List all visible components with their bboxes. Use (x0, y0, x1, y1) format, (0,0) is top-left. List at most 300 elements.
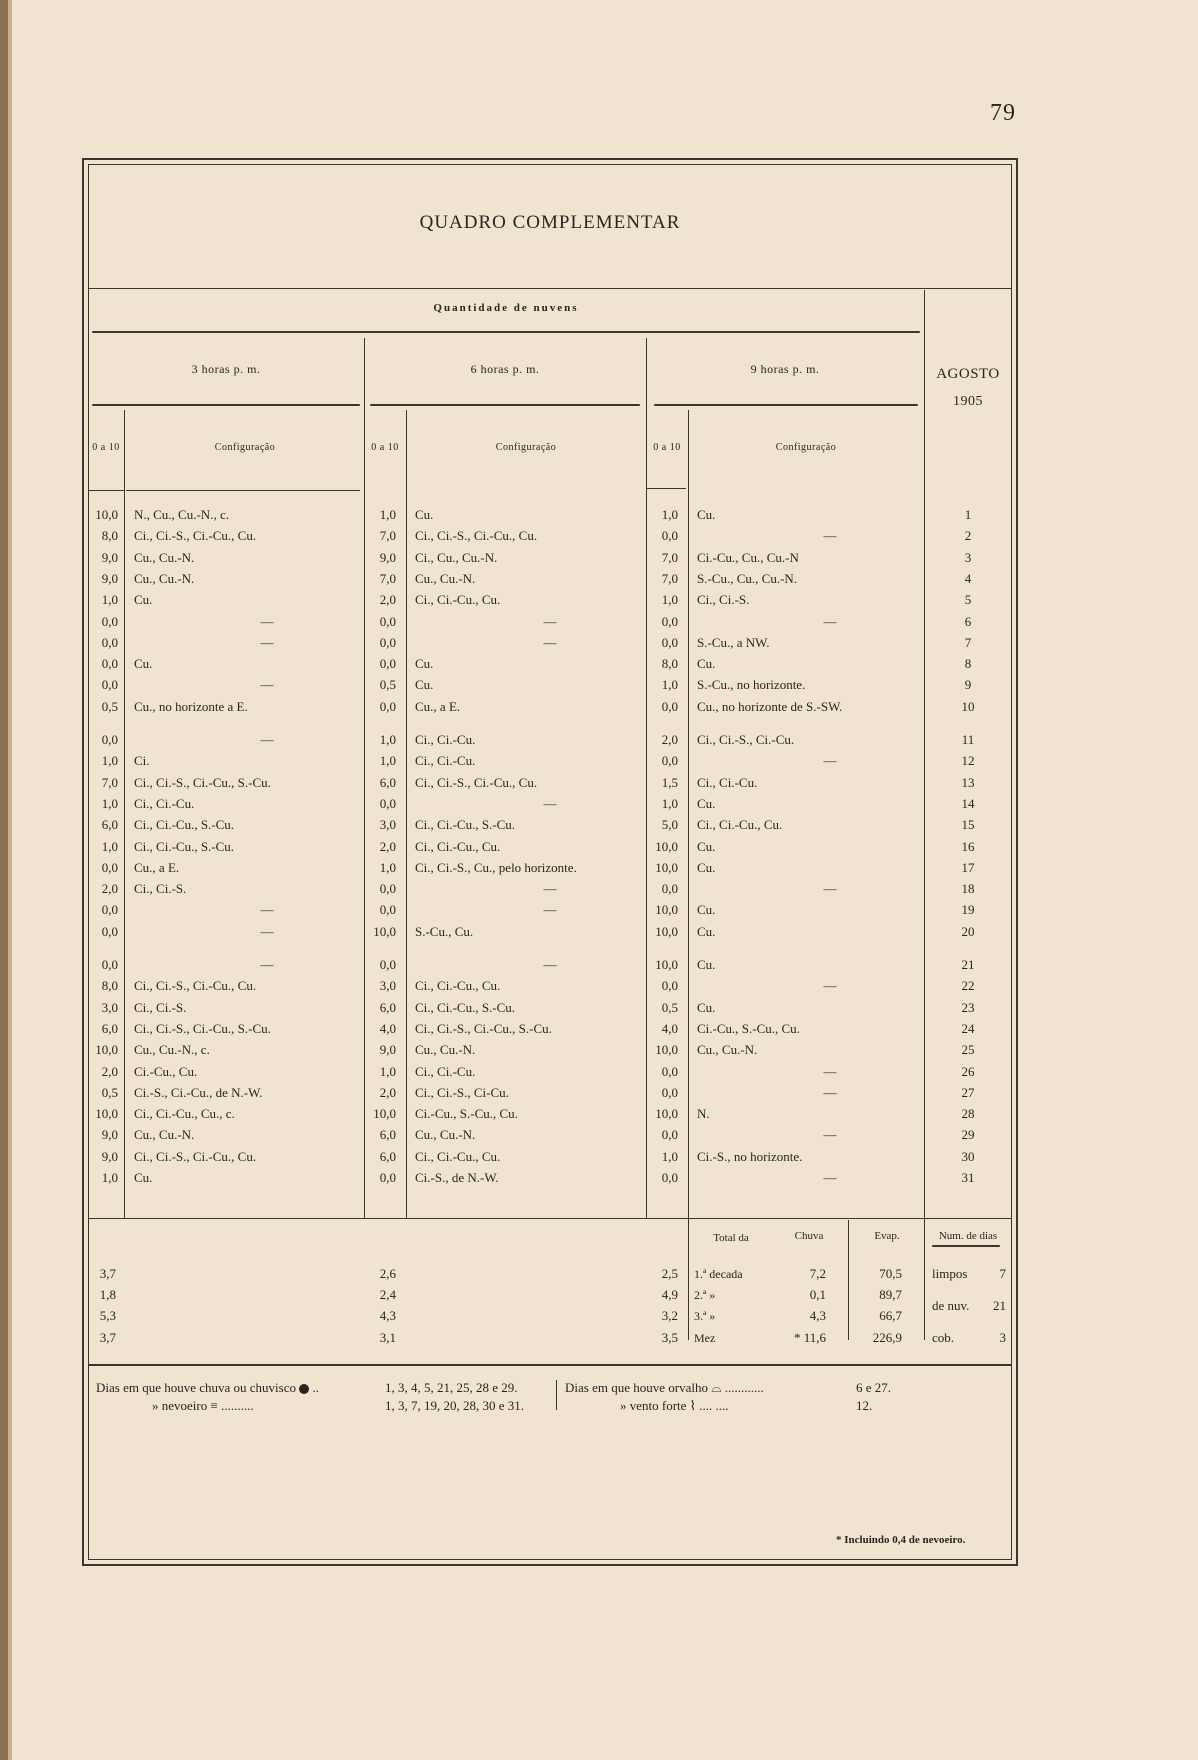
brace-3pm (92, 404, 360, 406)
summary-9pm-value: 3,5 (661, 1330, 678, 1345)
cell-6pm-amount: 0,0 (379, 1170, 396, 1185)
group-brace (92, 331, 920, 333)
cell-6pm-amount: 0,0 (379, 902, 396, 918)
colhead-rule-c (646, 488, 686, 489)
cell-day: 6 (964, 613, 972, 629)
cell-6pm-config: Ci., Ci.-S., Ci.-Cu., Cu. (415, 528, 538, 544)
month-label: AGOSTO (936, 366, 1000, 382)
cell-day: 5 (964, 592, 972, 608)
cell-day: 22 (961, 978, 975, 994)
rain-icon (299, 1384, 309, 1394)
cell-3pm-config: Cu., Cu.-N., c. (134, 1042, 210, 1058)
cell-6pm-amount: 7,0 (379, 570, 396, 586)
dias-label: de nuv. (932, 1298, 970, 1313)
note-chuva-days: 1, 3, 4, 5, 21, 25, 28 e 29. (385, 1380, 518, 1395)
cell-6pm-config: Cu., Cu.-N. (415, 570, 476, 586)
cell-3pm-config: Ci., Ci.-S., Ci.-Cu., Cu. (134, 978, 257, 994)
cell-3pm-amount: 9,0 (101, 1127, 118, 1143)
cell-3pm-config: Cu., Cu.-N. (134, 549, 195, 565)
cell-3pm-amount: 1,0 (101, 838, 118, 854)
cell-6pm-amount: 10,0 (373, 1106, 396, 1122)
cell-6pm-amount: 0,0 (379, 634, 396, 650)
summary-6pm-value: 2,4 (379, 1287, 396, 1302)
cell-9pm-config: Ci., Ci.-Cu. (697, 774, 758, 790)
cell-3pm-config: N., Cu., Cu.-N., c. (134, 507, 229, 522)
cell-6pm-amount: 6,0 (379, 1148, 396, 1164)
cell-3pm-config: — (260, 902, 274, 918)
header-rule (88, 288, 1012, 289)
cell-9pm-config: Cu., Cu.-N. (697, 1042, 758, 1058)
cell-3pm-config: Cu., Cu.-N. (134, 570, 195, 586)
cell-6pm-config: Ci., Ci.-S., Cu., pelo horizonte. (415, 859, 577, 875)
summary-9pm-value: 4,9 (661, 1287, 678, 1302)
cell-3pm-amount: 6,0 (101, 1020, 118, 1036)
cell-9pm-amount: 0,0 (661, 978, 678, 994)
fog-icon: ≡ (210, 1398, 218, 1413)
cell-3pm-config: Cu., Cu.-N. (134, 1127, 195, 1143)
cell-9pm-amount: 0,0 (661, 528, 678, 544)
cell-3pm-config: Ci., Ci.-Cu., S.-Cu. (134, 817, 235, 833)
page-binding-edge (0, 0, 8, 1760)
cell-9pm-config: Cu. (697, 902, 716, 918)
cell-3pm-amount: 0,5 (101, 698, 118, 714)
notes-divider (556, 1380, 557, 1410)
total-evap-value: 226,9 (872, 1330, 902, 1345)
cell-9pm-amount: 0,0 (661, 1063, 678, 1079)
cell-9pm-amount: 10,0 (655, 957, 678, 972)
cell-3pm-config: Ci., Ci.-S. (134, 999, 187, 1015)
cell-9pm-config: Ci.-S., no horizonte. (697, 1148, 803, 1164)
cell-9pm-amount: 1,0 (661, 592, 678, 608)
cell-day: 28 (961, 1106, 975, 1122)
cell-3pm-amount: 0,5 (101, 1084, 118, 1100)
dias-value: 21 (993, 1298, 1006, 1313)
cell-3pm-amount: 0,0 (101, 902, 118, 918)
summary-rule (88, 1218, 1012, 1219)
cell-6pm-config: Cu., Cu.-N. (415, 1127, 476, 1143)
cell-6pm-config: Cu., Cu.-N. (415, 1042, 476, 1058)
cell-3pm-amount: 0,0 (101, 923, 118, 939)
total-chuva-value: 0,1 (809, 1287, 826, 1302)
cell-3pm-amount: 9,0 (101, 1148, 118, 1164)
cell-9pm-config: Cu. (697, 999, 716, 1015)
cell-6pm-config: Cu., a E. (415, 698, 461, 714)
total-chuva-value: 4,3 (809, 1308, 826, 1323)
cell-6pm-amount: 10,0 (373, 923, 396, 939)
cell-9pm-amount: 1,0 (661, 677, 678, 693)
cell-6pm-config: — (543, 613, 557, 629)
cell-6pm-amount: 9,0 (379, 549, 396, 565)
cell-6pm-amount: 0,0 (379, 698, 396, 714)
cell-6pm-amount: 0,5 (379, 677, 396, 693)
cell-9pm-amount: 10,0 (655, 902, 678, 918)
cell-9pm-amount: 10,0 (655, 1106, 678, 1122)
cell-6pm-config: Ci., Ci.-S., Ci.-Cu., S.-Cu. (415, 1020, 552, 1036)
divider-3pm-scale (124, 410, 125, 1218)
cell-day: 20 (961, 923, 975, 939)
cell-3pm-amount: 3,0 (101, 999, 118, 1015)
total-evap-value: 66,7 (879, 1308, 902, 1323)
cell-day: 31 (961, 1170, 975, 1185)
cell-6pm-amount: 3,0 (379, 817, 396, 833)
total-period-label: Mez (694, 1331, 716, 1345)
cell-3pm-amount: 7,0 (101, 774, 118, 790)
dias-label: limpos (932, 1266, 968, 1281)
cell-3pm-config: Cu., no horizonte a E. (134, 698, 248, 714)
cell-6pm-config: Cu. (415, 677, 434, 693)
cell-day: 23 (961, 999, 975, 1015)
cell-6pm-config: Ci., Ci.-Cu., S.-Cu. (415, 817, 516, 833)
cell-9pm-amount: 2,0 (661, 732, 678, 747)
cell-day: 10 (961, 698, 975, 714)
dias-label: cob. (932, 1330, 955, 1345)
summary-9pm-value: 3,2 (661, 1308, 678, 1323)
cell-day: 4 (964, 570, 972, 586)
cell-9pm-amount: 0,0 (661, 753, 678, 769)
divider-6pm-scale (406, 410, 407, 1218)
note-vento-text: » vento forte (620, 1398, 687, 1413)
cell-3pm-amount: 9,0 (101, 570, 118, 586)
cell-day: 26 (961, 1063, 975, 1079)
summary-9pm-value: 2,5 (661, 1266, 678, 1281)
cell-3pm-amount: 0,0 (101, 656, 118, 672)
cell-9pm-amount: 0,0 (661, 1127, 678, 1143)
dias-value: 7 (999, 1266, 1006, 1281)
note-nevoeiro-text: » nevoeiro (152, 1398, 208, 1413)
cell-6pm-config: — (543, 881, 557, 897)
cell-6pm-amount: 0,0 (379, 613, 396, 629)
cell-9pm-amount: 10,0 (655, 923, 678, 939)
total-evap-value: 89,7 (879, 1287, 902, 1302)
cell-9pm-amount: 10,0 (655, 1042, 678, 1058)
cell-3pm-config: Cu. (134, 1170, 153, 1185)
cell-9pm-config: — (823, 1170, 837, 1185)
cell-3pm-config: Ci., Ci.-S., Ci.-Cu., Cu. (134, 1148, 257, 1164)
brace-9pm (654, 404, 918, 406)
cell-3pm-config: Cu. (134, 592, 153, 608)
cell-6pm-amount: 4,0 (379, 1020, 396, 1036)
cell-9pm-config: — (823, 1127, 837, 1143)
cell-9pm-config: — (823, 978, 837, 994)
cell-3pm-amount: 0,0 (101, 613, 118, 629)
cell-6pm-amount: 1,0 (379, 732, 396, 747)
cell-6pm-config: Cu. (415, 507, 434, 522)
cell-9pm-config: Ci.-Cu., Cu., Cu.-N (697, 549, 799, 565)
cell-9pm-config: Cu. (697, 859, 716, 875)
cell-9pm-amount: 10,0 (655, 838, 678, 854)
cell-9pm-config: Ci., Ci.-S., Ci.-Cu. (697, 732, 795, 747)
cell-6pm-amount: 0,0 (379, 957, 396, 972)
cell-3pm-config: Cu. (134, 656, 153, 672)
cell-3pm-amount: 9,0 (101, 549, 118, 565)
cell-day: 12 (961, 753, 975, 769)
cell-6pm-amount: 0,0 (379, 656, 396, 672)
cell-9pm-config: Cu. (697, 795, 716, 811)
cell-day: 16 (961, 838, 975, 854)
cell-3pm-amount: 10,0 (95, 1106, 118, 1122)
totals-header-total: Total da (713, 1232, 749, 1244)
cell-6pm-amount: 7,0 (379, 528, 396, 544)
cell-3pm-config: — (260, 957, 274, 972)
cell-6pm-amount: 9,0 (379, 1042, 396, 1058)
cell-9pm-config: — (823, 1063, 837, 1079)
dew-icon: ⌓ (711, 1380, 722, 1395)
cell-6pm-amount: 0,0 (379, 881, 396, 897)
cell-day: 24 (961, 1020, 975, 1036)
page-title: QUADRO COMPLEMENTAR (419, 212, 681, 233)
cell-9pm-amount: 0,0 (661, 1170, 678, 1185)
cell-9pm-config: Cu., no horizonte de S.-SW. (697, 698, 843, 714)
cell-day: 1 (964, 507, 972, 522)
cell-6pm-amount: 6,0 (379, 1127, 396, 1143)
cell-day: 18 (961, 881, 975, 897)
cell-day: 2 (964, 528, 972, 544)
cell-3pm-amount: 2,0 (101, 1063, 118, 1079)
cell-9pm-config: — (823, 753, 837, 769)
cell-6pm-config: Ci., Ci.-Cu. (415, 753, 476, 769)
divider-chuva-evap (848, 1220, 849, 1340)
cell-day: 21 (961, 957, 975, 972)
cell-day: 15 (961, 817, 975, 833)
cell-9pm-config: Ci., Ci.-S. (697, 592, 750, 608)
cell-6pm-config: Ci., Ci.-Cu., Cu. (415, 978, 501, 994)
cell-3pm-config: Ci., Ci.-Cu., S.-Cu. (134, 838, 235, 854)
note-nevoeiro-days: 1, 3, 7, 19, 20, 28, 30 e 31. (385, 1398, 525, 1413)
cell-9pm-config: Ci., Ci.-Cu., Cu. (697, 817, 783, 833)
period-3pm: 3 horas p. m. (191, 362, 261, 376)
cell-3pm-config: — (260, 732, 274, 747)
cell-9pm-amount: 5,0 (661, 817, 678, 833)
cell-9pm-amount: 0,0 (661, 698, 678, 714)
cell-9pm-amount: 0,0 (661, 634, 678, 650)
cell-6pm-amount: 1,0 (379, 753, 396, 769)
cell-3pm-amount: 0,0 (101, 859, 118, 875)
cell-3pm-config: — (260, 613, 274, 629)
col-scale-3pm: 0 a 10 (92, 442, 120, 453)
col-config-6pm: Configuração (495, 442, 557, 453)
summary-6pm-value: 2,6 (379, 1266, 396, 1281)
cell-day: 30 (961, 1148, 975, 1164)
cell-day: 8 (964, 656, 972, 672)
cell-6pm-amount: 6,0 (379, 774, 396, 790)
cell-3pm-config: Ci.-S., Ci.-Cu., de N.-W. (134, 1084, 263, 1100)
cell-3pm-config: Ci., Ci.-Cu., Cu., c. (134, 1106, 235, 1122)
cell-6pm-config: Ci.-S., de N.-W. (415, 1170, 499, 1185)
cell-6pm-config: Ci.-Cu., S.-Cu., Cu. (415, 1106, 518, 1122)
cell-6pm-config: Ci., Ci.-Cu., Cu. (415, 838, 501, 854)
cell-day: 29 (961, 1127, 975, 1143)
total-period-label: 2.ª » (694, 1288, 716, 1302)
cell-3pm-config: Ci., Ci.-S., Ci.-Cu., S.-Cu. (134, 1020, 271, 1036)
cell-day: 17 (961, 859, 975, 875)
totals-header-chuva: Chuva (794, 1230, 824, 1242)
cell-6pm-amount: 2,0 (379, 592, 396, 608)
cell-6pm-config: — (543, 634, 557, 650)
cell-9pm-amount: 0,0 (661, 881, 678, 897)
cell-9pm-config: — (823, 528, 837, 544)
cell-9pm-amount: 1,0 (661, 1148, 678, 1164)
col-scale-6pm: 0 a 10 (371, 442, 399, 453)
cell-3pm-config: — (260, 677, 274, 693)
note-orvalho-text: Dias em que houve orvalho (565, 1380, 708, 1395)
cell-9pm-amount: 0,0 (661, 613, 678, 629)
cell-9pm-config: Cu. (697, 838, 716, 854)
note-orvalho-days: 6 e 27. (856, 1380, 892, 1395)
cell-3pm-config: Cu., a E. (134, 859, 180, 875)
note-chuva-text: Dias em que houve chuva ou chuvisco (96, 1380, 297, 1395)
cell-3pm-amount: 8,0 (101, 978, 118, 994)
note-chuva-label: Dias em que houve chuva ou chuvisco .. (96, 1380, 320, 1395)
total-period-label: 3.ª » (694, 1309, 716, 1323)
totals-header-evap: Evap. (874, 1230, 900, 1242)
cell-9pm-amount: 1,0 (661, 795, 678, 811)
wind-icon: ⌇ (689, 1398, 697, 1413)
total-period-label: 1.ª decada (694, 1267, 743, 1281)
cell-3pm-amount: 0,0 (101, 957, 118, 972)
note-nevoeiro-label: » nevoeiro ≡ .......... (152, 1398, 254, 1413)
cell-day: 11 (961, 732, 975, 747)
col-config-3pm: Configuração (214, 442, 276, 453)
note-vento-label: » vento forte ⌇ .... .... (620, 1398, 729, 1413)
cell-3pm-amount: 10,0 (95, 1042, 118, 1058)
cell-9pm-config: — (823, 881, 837, 897)
colhead-rule-a (88, 490, 124, 491)
cell-3pm-config: Ci.-Cu., Cu. (134, 1063, 198, 1079)
brace-6pm (370, 404, 640, 406)
cell-3pm-config: Ci., Ci.-S., Ci.-Cu., S.-Cu. (134, 774, 271, 790)
cell-day: 3 (964, 549, 972, 565)
cell-3pm-amount: 1,0 (101, 592, 118, 608)
cell-9pm-config: — (823, 613, 837, 629)
summary-3pm-value: 5,3 (99, 1308, 116, 1323)
cell-3pm-amount: 10,0 (95, 507, 118, 522)
footnote: * Incluindo 0,4 de nevoeiro. (836, 1534, 966, 1546)
divider-9pm-scale (688, 410, 689, 1340)
cell-6pm-config: Ci., Ci.-Cu., Cu. (415, 1148, 501, 1164)
cell-6pm-config: — (543, 795, 557, 811)
page-binding-edge-light (8, 0, 12, 1760)
cell-6pm-amount: 1,0 (379, 859, 396, 875)
note-orvalho-label: Dias em que houve orvalho ⌓ ............ (565, 1380, 764, 1395)
cell-9pm-amount: 7,0 (661, 549, 678, 565)
cell-3pm-amount: 0,0 (101, 634, 118, 650)
group-heading: Quantidade de nuvens (433, 302, 579, 314)
cell-9pm-amount: 0,5 (661, 999, 678, 1015)
cell-9pm-config: Cu. (697, 957, 716, 972)
cell-3pm-config: Ci., Ci.-S., Ci.-Cu., Cu. (134, 528, 257, 544)
dias-value: 3 (999, 1330, 1006, 1345)
cell-9pm-amount: 1,0 (661, 507, 678, 522)
cell-6pm-config: S.-Cu., Cu. (415, 923, 474, 939)
cell-day: 14 (961, 795, 975, 811)
summary-3pm-value: 3,7 (99, 1266, 116, 1281)
cell-6pm-amount: 2,0 (379, 1084, 396, 1100)
note-vento-days: 12. (856, 1398, 873, 1413)
cell-6pm-config: Ci., Ci.-S., Ci-Cu. (415, 1084, 509, 1100)
col-scale-9pm: 0 a 10 (653, 442, 681, 453)
cell-3pm-amount: 1,0 (101, 1170, 118, 1185)
cell-3pm-amount: 1,0 (101, 753, 118, 769)
cell-9pm-config: S.-Cu., Cu., Cu.-N. (697, 570, 798, 586)
cell-6pm-config: Ci., Ci.-Cu., Cu. (415, 592, 501, 608)
cell-9pm-amount: 7,0 (661, 570, 678, 586)
page-number: 79 (990, 100, 1016, 126)
colhead-rule-b (126, 490, 360, 491)
cell-9pm-amount: 10,0 (655, 859, 678, 875)
cell-9pm-config: Cu. (697, 923, 716, 939)
cell-day: 19 (961, 902, 975, 918)
cell-6pm-amount: 2,0 (379, 838, 396, 854)
cell-3pm-config: Ci., Ci.-S. (134, 881, 187, 897)
cell-day: 25 (961, 1042, 975, 1058)
cell-6pm-amount: 6,0 (379, 999, 396, 1015)
cell-6pm-config: Cu. (415, 656, 434, 672)
cell-day: 7 (964, 634, 972, 650)
cell-9pm-amount: 8,0 (661, 656, 678, 672)
year-label: 1905 (953, 394, 983, 409)
cell-3pm-config: Ci. (134, 753, 150, 769)
cell-6pm-amount: 1,0 (379, 507, 396, 522)
cell-3pm-config: Ci., Ci.-Cu. (134, 795, 195, 811)
total-chuva-value: * 11,6 (793, 1330, 826, 1345)
summary-3pm-value: 1,8 (99, 1287, 116, 1302)
summary-6pm-value: 3,1 (379, 1330, 396, 1345)
cell-9pm-config: Ci.-Cu., S.-Cu., Cu. (697, 1020, 800, 1036)
cell-9pm-config: N. (697, 1106, 710, 1122)
cell-day: 13 (961, 774, 975, 790)
cell-9pm-amount: 4,0 (661, 1020, 678, 1036)
cell-3pm-amount: 0,0 (101, 732, 118, 747)
cell-3pm-amount: 1,0 (101, 795, 118, 811)
cell-6pm-amount: 1,0 (379, 1063, 396, 1079)
cell-6pm-config: Ci., Ci.-S., Ci.-Cu., Cu. (415, 774, 538, 790)
summary-6pm-value: 4,3 (379, 1308, 396, 1323)
notes-rule (88, 1364, 1012, 1366)
cell-9pm-amount: 0,0 (661, 1084, 678, 1100)
period-6pm: 6 horas p. m. (470, 362, 540, 376)
total-chuva-value: 7,2 (809, 1266, 826, 1281)
cell-3pm-amount: 2,0 (101, 881, 118, 897)
cell-6pm-amount: 0,0 (379, 795, 396, 811)
cell-6pm-config: Ci., Cu., Cu.-N. (415, 549, 498, 565)
cell-day: 27 (961, 1084, 975, 1100)
cell-6pm-config: Ci., Ci.-Cu., S.-Cu. (415, 999, 516, 1015)
cell-6pm-config: — (543, 957, 557, 972)
cell-9pm-config: Cu. (697, 507, 716, 522)
cell-6pm-config: Ci., Ci.-Cu. (415, 1063, 476, 1079)
cell-day: 9 (964, 677, 972, 693)
dias-brace (932, 1245, 1000, 1247)
col-config-9pm: Configuração (775, 442, 837, 453)
cell-3pm-config: — (260, 923, 274, 939)
cell-9pm-config: — (823, 1084, 837, 1100)
cell-6pm-amount: 3,0 (379, 978, 396, 994)
cell-3pm-config: — (260, 634, 274, 650)
cell-3pm-amount: 0,0 (101, 677, 118, 693)
cell-9pm-amount: 1,5 (661, 774, 678, 790)
summary-3pm-value: 3,7 (99, 1330, 116, 1345)
cell-3pm-amount: 6,0 (101, 817, 118, 833)
cell-9pm-config: S.-Cu., a NW. (697, 634, 770, 650)
cell-9pm-config: Cu. (697, 656, 716, 672)
cell-6pm-config: — (543, 902, 557, 918)
cell-3pm-amount: 8,0 (101, 528, 118, 544)
cell-9pm-config: S.-Cu., no horizonte. (697, 677, 806, 693)
cell-6pm-config: Ci., Ci.-Cu. (415, 732, 476, 747)
totals-header-dias: Num. de dias (938, 1230, 998, 1242)
period-9pm: 9 horas p. m. (750, 362, 820, 376)
total-evap-value: 70,5 (879, 1266, 902, 1281)
